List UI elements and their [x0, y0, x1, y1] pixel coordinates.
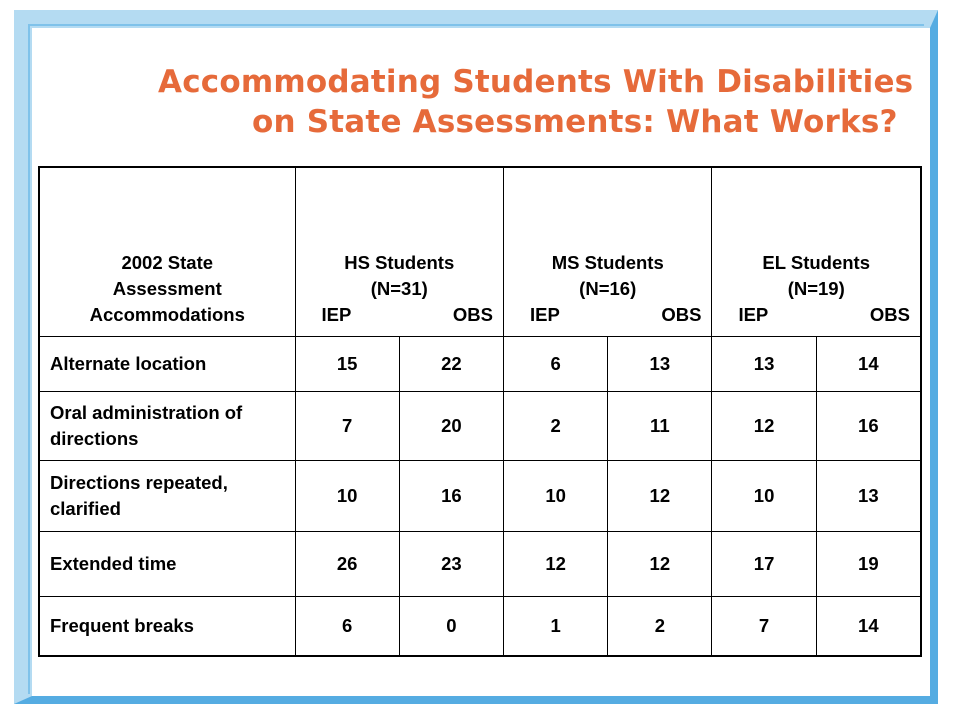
table-cell: 12 — [503, 532, 607, 597]
table-cell: 2 — [503, 392, 607, 461]
group-count: (N=31) — [370, 278, 428, 299]
table-cell: 26 — [295, 532, 399, 597]
accommodations-table — [38, 166, 922, 657]
table-cell: 10 — [503, 461, 607, 532]
table-cell: 7 — [295, 392, 399, 461]
table-cell: 15 — [295, 337, 399, 392]
table-cell: 0 — [399, 597, 503, 657]
row-label: Extended time — [39, 532, 295, 597]
group-name: HS Students — [344, 252, 455, 273]
subheader-obs: OBS — [661, 304, 702, 325]
table-cell: 19 — [816, 532, 921, 597]
corner-header-line: Accommodations — [89, 304, 245, 325]
title-line-1: Accommodating Students With Disabilities — [158, 64, 914, 100]
table-cell: 13 — [712, 337, 816, 392]
subheader-iep: IEP — [529, 304, 560, 325]
table-cell: 23 — [399, 532, 503, 597]
table-cell: 6 — [503, 337, 607, 392]
corner-header-line: Assessment — [112, 278, 222, 299]
table-cell: 11 — [608, 392, 712, 461]
table-cell: 13 — [608, 337, 712, 392]
table-cell: 6 — [295, 597, 399, 657]
table-cell: 16 — [399, 461, 503, 532]
table-cell: 14 — [816, 337, 921, 392]
group-header-el — [712, 167, 921, 337]
table-row — [39, 597, 921, 657]
subheader-obs: OBS — [452, 304, 493, 325]
table-cell: 10 — [712, 461, 816, 532]
table-cell: 22 — [399, 337, 503, 392]
group-subheaders — [712, 302, 920, 328]
subheader-iep: IEP — [738, 304, 769, 325]
table-cell: 7 — [712, 597, 816, 657]
corner-header — [39, 167, 295, 337]
group-subheaders — [504, 302, 711, 328]
table-cell: 12 — [608, 461, 712, 532]
table-header-row — [39, 167, 921, 337]
row-label: Directions repeated, clarified — [39, 461, 295, 532]
table-row — [39, 532, 921, 597]
row-label: Frequent breaks — [39, 597, 295, 657]
group-count: (N=16) — [579, 278, 637, 299]
table-row — [39, 392, 921, 461]
table-cell: 20 — [399, 392, 503, 461]
group-header-hs — [295, 167, 503, 337]
group-count: (N=19) — [787, 278, 845, 299]
table-cell: 10 — [295, 461, 399, 532]
table-cell: 2 — [608, 597, 712, 657]
table-cell: 12 — [712, 392, 816, 461]
subheader-iep: IEP — [321, 304, 352, 325]
group-name: MS Students — [551, 252, 664, 273]
row-label: Alternate location — [39, 337, 295, 392]
table-cell: 12 — [608, 532, 712, 597]
title-line-2: on State Assessments: What Works? — [252, 104, 898, 140]
table-row — [39, 461, 921, 532]
table-cell: 17 — [712, 532, 816, 597]
subheader-obs: OBS — [869, 304, 910, 325]
table-cell: 1 — [503, 597, 607, 657]
table-cell: 16 — [816, 392, 921, 461]
group-subheaders — [296, 302, 503, 328]
table-cell: 14 — [816, 597, 921, 657]
group-name: EL Students — [762, 252, 871, 273]
table-cell: 13 — [816, 461, 921, 532]
table-row — [39, 337, 921, 392]
corner-header-line: 2002 State — [121, 252, 214, 273]
group-header-ms — [503, 167, 711, 337]
row-label: Oral administration of directions — [39, 392, 295, 461]
